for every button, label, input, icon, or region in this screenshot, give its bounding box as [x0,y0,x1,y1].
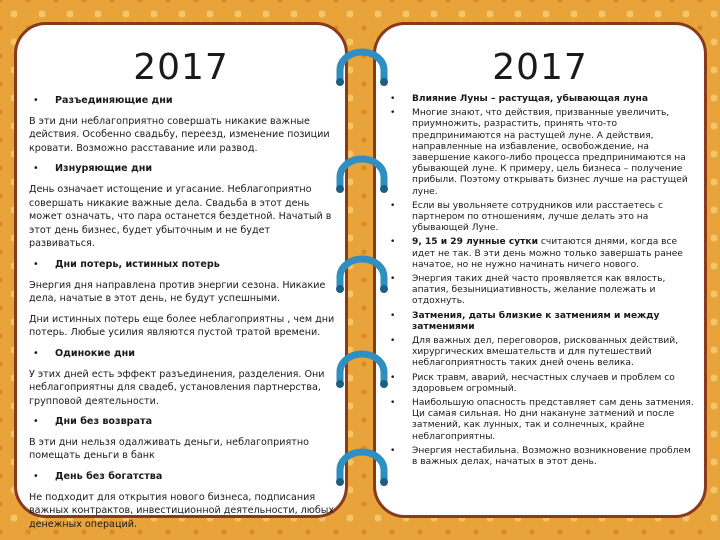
section-heading [29,258,335,272]
section-paragraph: У этих дней есть эффект разъединения, разделения. Они неблагоприятны для свадеб, установления партнерства, групповой деятельности. [29,368,325,407]
list-item-text: Энергия таких дней часто проявляется как вялость, апатия, безынициативность, желание полежать и отдохнуть. [412,274,666,307]
section-heading-text: Одинокие дни [55,347,136,359]
list-item-text: считаются днями, когда все идет не так. В эти день можно только завершать ранее начатое, но не нужно начинать ничего нового. [412,237,683,270]
list-item-text: Для важных дел, переговоров, рискованных действий, хирургических вмешательств и для путешествий неблагоприятность таких дней очень велика. [412,336,679,369]
section-paragraph: День означает истощение и угасание. Неблагоприятно совершать никакие важные дела. Свадьба в этот день может означать, что пара останется бездетной. Начатый в этот день бизнес, будет убыточным и не будет развиваться. [29,183,332,250]
section-paragraph: Не подходит для открытия нового бизнеса, подписания важных контрактов, инвестиционной деятельности, любых денежных операций. [29,491,335,530]
section-paragraph: В эти дни неблагоприятно совершать никакие важные действия. Особенно свадьбу, переезд, изменение позиции кровати. Возможно расставание или развод. [29,115,330,154]
right-bullet-list [388,94,696,468]
binder-ring-icon [334,350,390,390]
section-paragraph: Дни истинных потерь еще более неблагоприятны , чем дни потерь. Любые усилия являются пустой тратой времени. [29,313,335,339]
bullet-icon: • [390,398,396,409]
section-heading [29,162,335,176]
bullet-icon: • [33,258,39,270]
section-heading [29,94,335,108]
list-item [388,274,696,308]
bullet-icon: • [33,163,39,175]
right-page-title: 2017 [492,47,588,88]
section-heading [29,415,335,429]
list-item [388,373,696,395]
binder-ring-icon [334,155,390,195]
list-item [388,94,696,105]
section-heading-text: Разъединяющие дни [55,95,173,106]
bullet-icon: • [390,200,396,211]
binder-ring-icon [334,255,390,295]
section-heading [29,347,335,361]
bullet-icon: • [33,471,39,483]
list-item-text: Влияние Луны – растущая, убывающая луна [412,94,648,104]
section-paragraph: В эти дни нельзя одалживать деньги, неблагоприятно помещать деньги в банк [29,436,310,462]
bullet-icon: • [390,274,396,285]
bullet-icon: • [33,95,39,106]
list-item [388,237,696,271]
left-page-content [17,94,345,531]
section-heading [29,470,335,484]
list-item [388,446,696,468]
list-item-text: Энергия нестабильна. Возможно возникновение проблем в важных делах, начатых в этот день. [412,445,691,468]
section-heading-text: Дни потерь, истинных потерь [55,258,220,270]
list-item [388,398,696,443]
list-item-text: Затмения, даты близкие к затмениям и между затмениями [412,310,660,332]
bullet-icon: • [390,310,396,321]
bullet-icon: • [390,372,396,383]
section-paragraph: Энергия дня направлена против энергии сезона. Никакие дела, начатые в этот день, не будут успешными. [29,279,326,305]
binder-ring-icon [334,448,390,488]
bullet-icon: • [33,416,39,428]
section-heading-text: День без богатства [55,471,163,483]
list-item-bold-text: 9, 15 и 29 лунные сутки [412,237,538,248]
bullet-icon: • [33,347,39,359]
bullet-icon: • [390,108,396,119]
section-heading-text: Дни без возврата [55,416,153,428]
list-item-text: Наибольшую опасность представляет сам день затмения. Ци самая сильная. Но дни накануне затмений и после затмений, как лунных, так и солнечных, крайне неблагоприятны. [412,398,694,442]
list-item-text: Если вы увольняете сотрудников или расстаетесь с партнером по отношениям, лучше делать это на убывающей Луне. [412,200,663,234]
bullet-icon: • [390,445,396,456]
right-page-content [376,94,704,468]
bullet-icon: • [390,336,396,347]
list-item [388,201,696,235]
list-item [388,336,696,370]
bullet-icon: • [390,94,396,104]
list-item [388,311,696,333]
right-page [373,22,707,518]
bullet-icon: • [390,237,396,248]
list-item [388,108,696,198]
left-page-title: 2017 [133,47,229,88]
left-page [14,22,348,530]
binder-ring-icon [334,48,390,88]
list-item-text: Многие знают, что действия, призванные увеличить, приумножить, разрастить, принять что-то предпринимаются на растущей луне. А действия, направленные на избавление, освобождение, на завершение какого-либо процесса предпринимаются на убывающей луне. К примеру, цель бизнеса – получение прибыли. Поэтому открывать бизнес лучше на растущей луне. [412,108,688,197]
list-item-text: Риск травм, аварий, несчастных случаев и проблем со здоровьем огромный. [412,372,675,394]
section-heading-text: Изнуряющие дни [55,163,153,175]
